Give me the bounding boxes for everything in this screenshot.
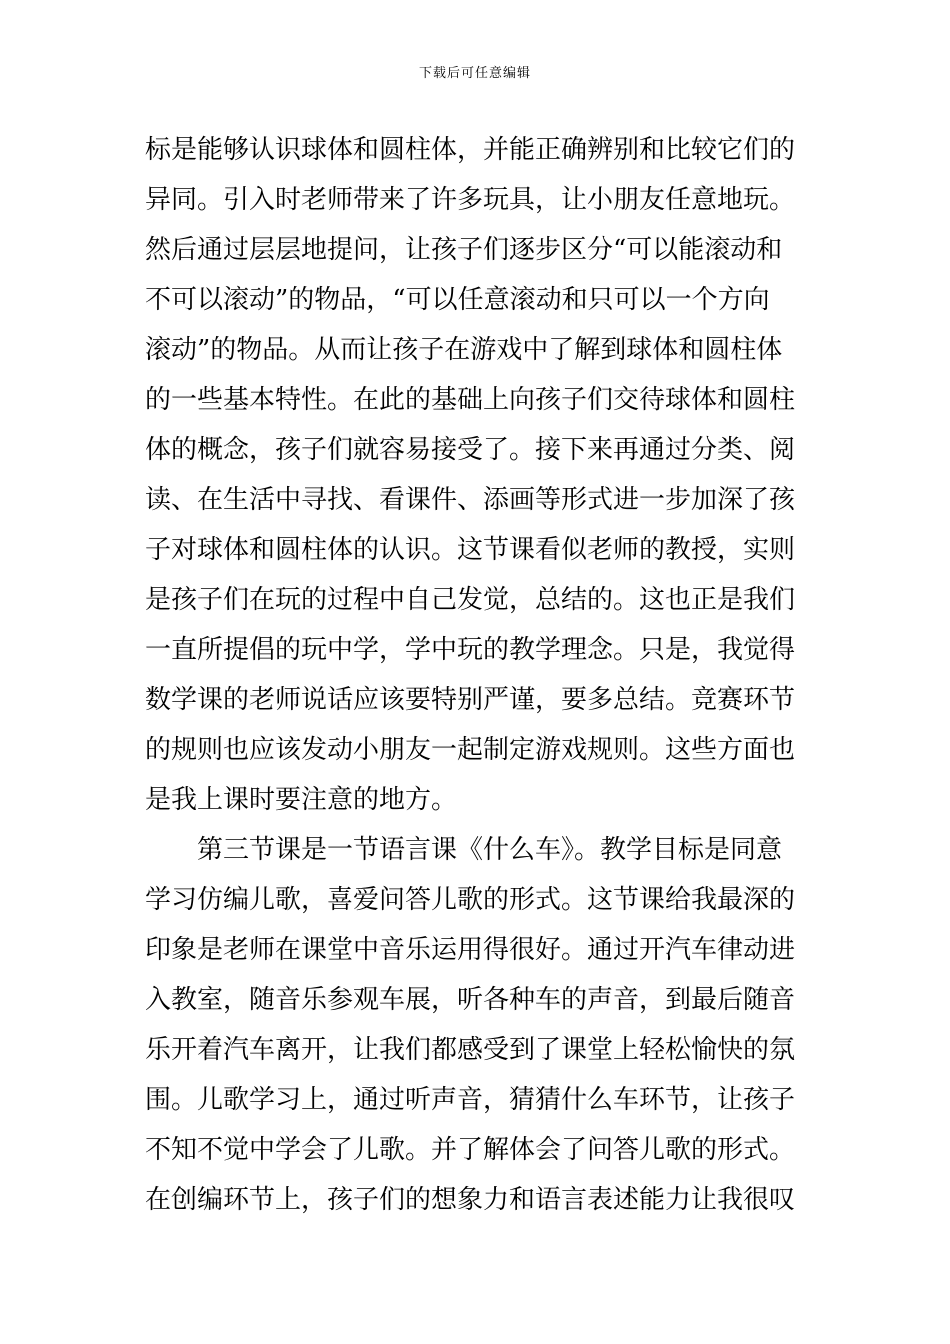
text-line: 入教室，随音乐参观车展，听各种车的声音，到最后随音: [145, 985, 796, 1015]
text-line: 不知不觉中学会了儿歌。并了解体会了问答儿歌的形式。: [145, 1135, 796, 1165]
text-line: 子对球体和圆柱体的认识。这节课看似老师的教授，实则: [145, 535, 796, 565]
text-line: 围。儿歌学习上，通过听声音，猜猜什么车环节，让孩子: [145, 1085, 796, 1115]
text-line: 的规则也应该发动小朋友一起制定游戏规则。这些方面也: [145, 735, 796, 765]
text-line: 然后通过层层地提问，让孩子们逐步区分“可以能滚动和: [145, 235, 783, 265]
text-line: 学习仿编儿歌，喜爱问答儿歌的形式。这节课给我最深的: [145, 885, 796, 915]
text-line: 滚动”的物品。从而让孩子在游戏中了解到球体和圆柱体: [145, 335, 783, 365]
text-line: 数学课的老师说话应该要特别严谨，要多总结。竞赛环节: [145, 685, 796, 715]
page-header: 下载后可任意编辑: [418, 66, 531, 81]
text-line: 是孩子们在玩的过程中自己发觉，总结的。这也正是我们: [145, 585, 796, 615]
text-line: 一直所提倡的玩中学，学中玩的教学理念。只是，我觉得: [145, 635, 796, 665]
text-line: 不可以滚动”的物品，“可以任意滚动和只可以一个方向: [145, 285, 770, 315]
text-line: 乐开着汽车离开，让我们都感受到了课堂上轻松愉快的氛: [145, 1035, 796, 1065]
paragraph-first-line: 第三节课是一节语言课《什么车》。教学目标是同意: [197, 835, 783, 865]
document-body: [145, 125, 809, 1225]
text-line: 是我上课时要注意的地方。: [145, 785, 458, 815]
text-line: 体的概念，孩子们就容易接受了。接下来再通过分类、阅: [145, 435, 796, 465]
text-line: 印象是老师在课堂中音乐运用得很好。通过开汽车律动进: [145, 935, 796, 965]
text-line: 读、在生活中寻找、看课件、添画等形式进一步加深了孩: [145, 485, 796, 515]
text-line: 异同。引入时老师带来了许多玩具，让小朋友任意地玩。: [145, 185, 796, 215]
text-line: 在创编环节上，孩子们的想象力和语言表述能力让我很叹: [145, 1185, 796, 1215]
text-line: 的一些基本特性。在此的基础上向孩子们交待球体和圆柱: [145, 385, 796, 415]
text-line: 标是能够认识球体和圆柱体，并能正确辨别和比较它们的: [145, 135, 796, 165]
